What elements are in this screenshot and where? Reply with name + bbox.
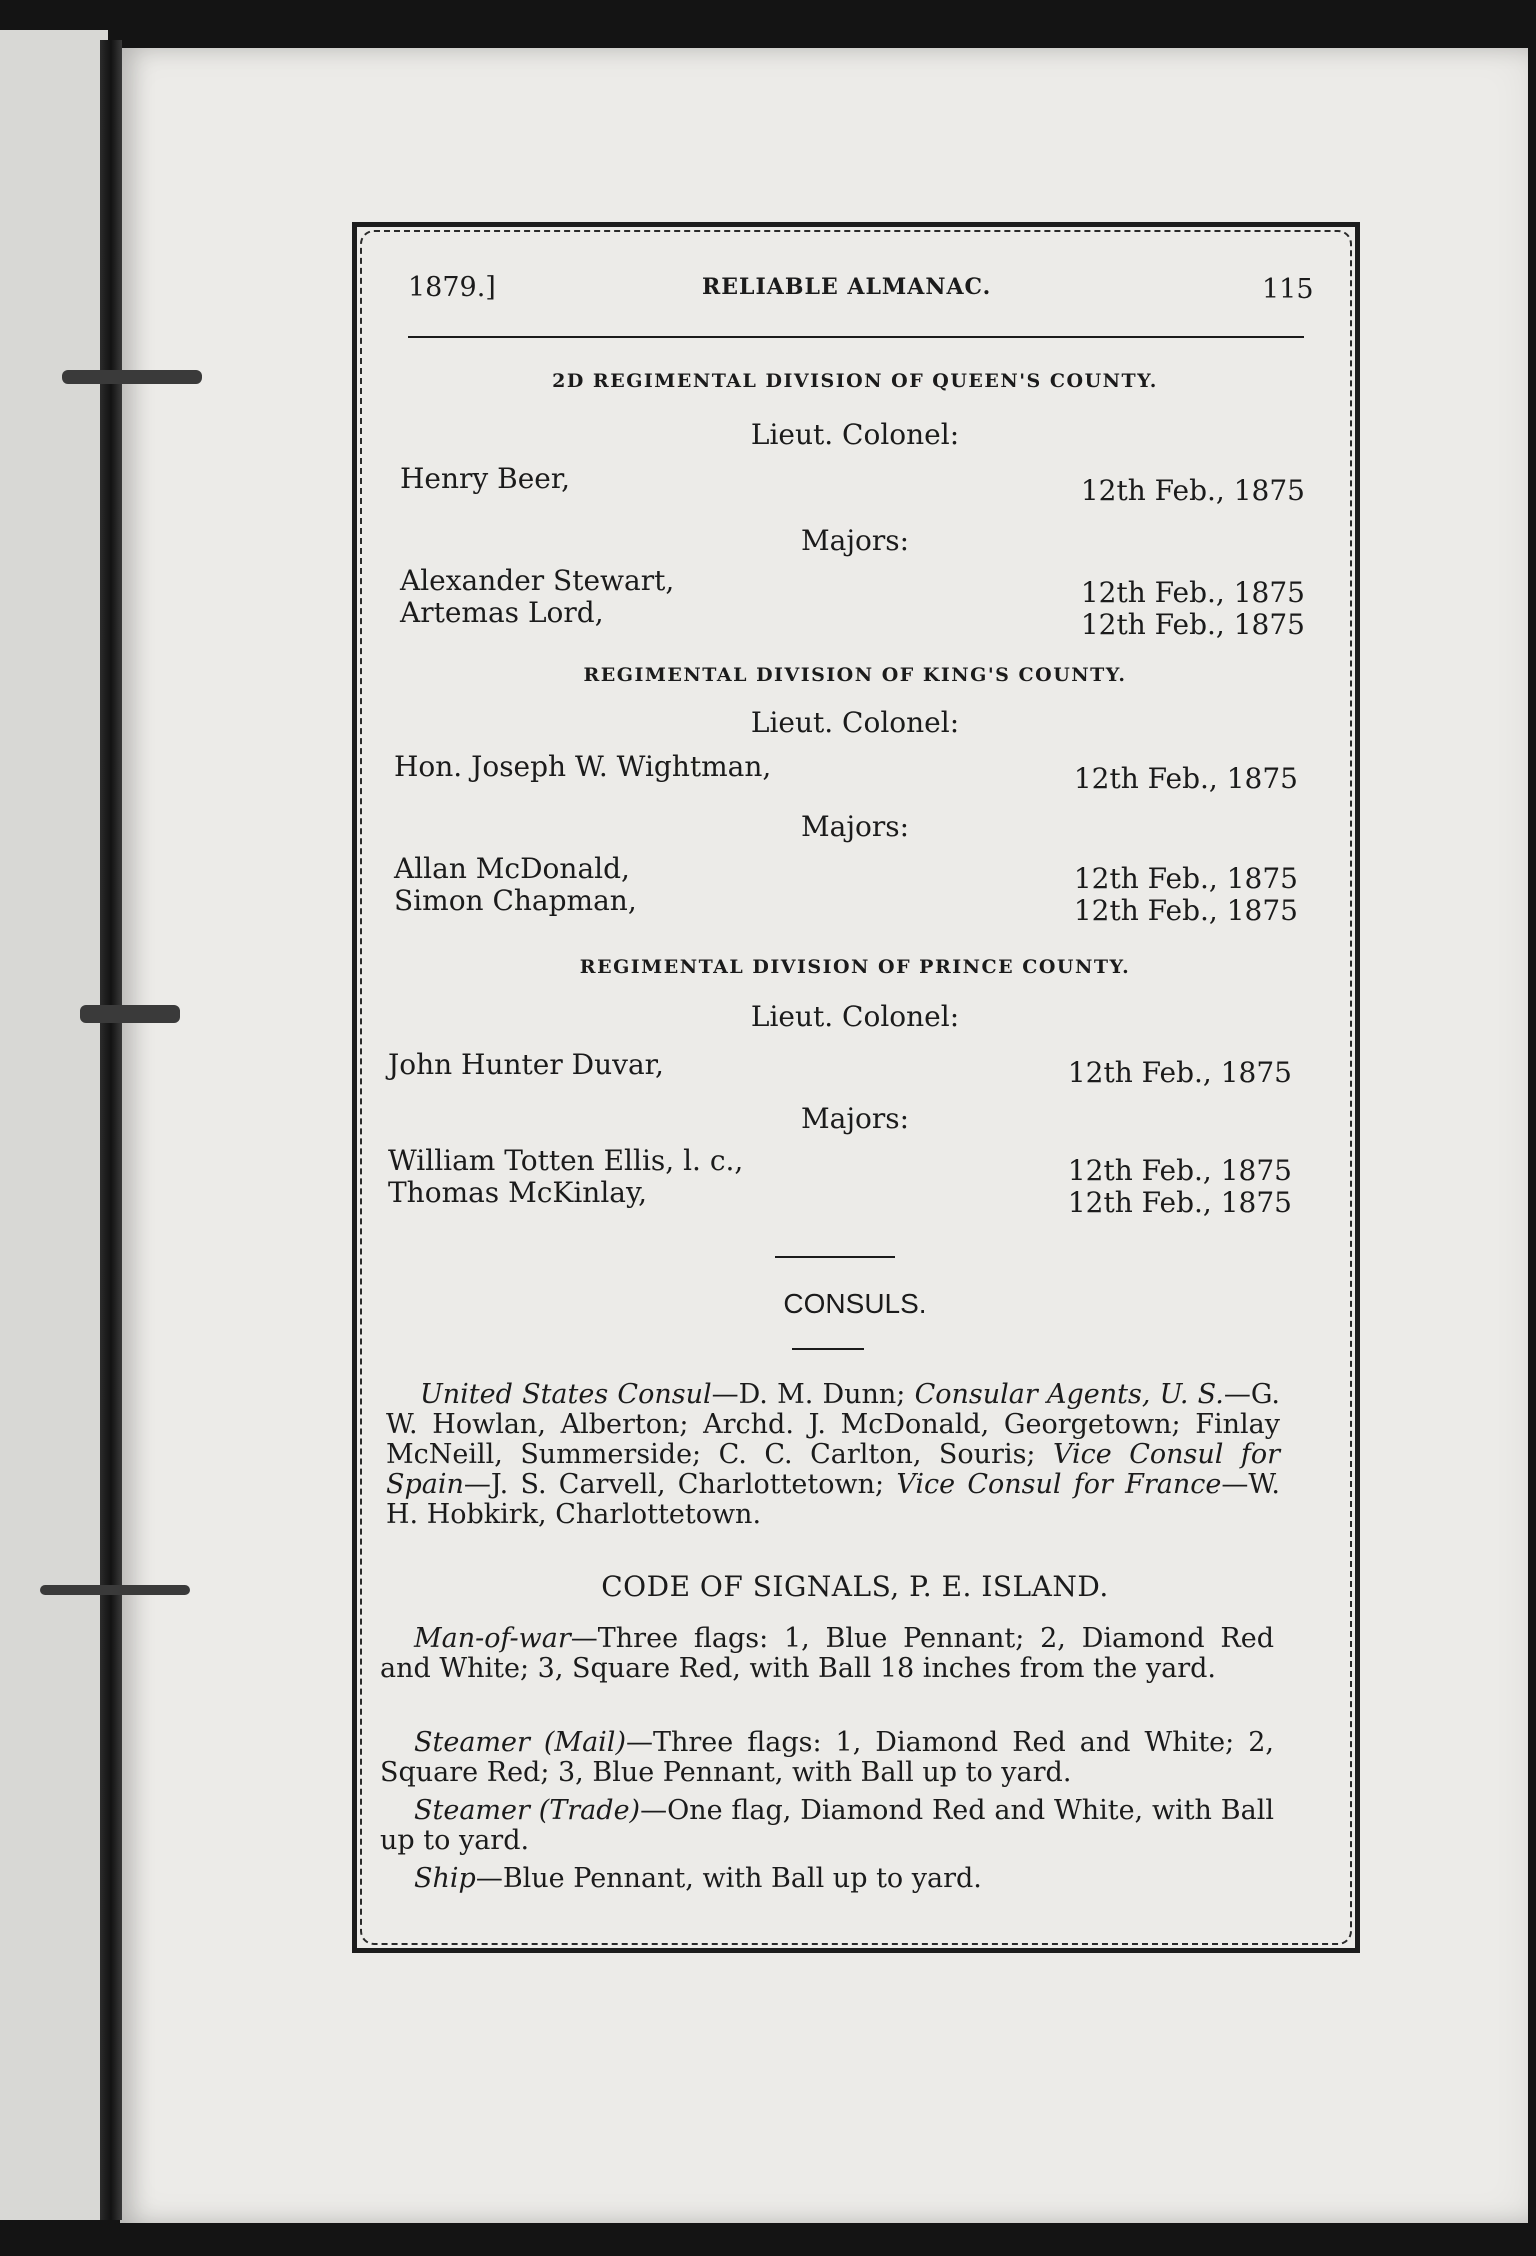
officer-name: Artemas Lord,: [400, 596, 604, 629]
officer-name: Hon. Joseph W. Wightman,: [394, 750, 772, 783]
consul-detail-text: —W. H. Hobkirk, Charlottetown.: [386, 1469, 1280, 1530]
signal-term: Steamer (Trade): [414, 1795, 641, 1826]
signal-term: Man-of-war: [414, 1623, 571, 1654]
commission-date: 12th Feb., 1875: [1080, 576, 1305, 609]
signals-title: CODE OF SIGNALS, P. E. ISLAND.: [601, 1570, 1109, 1603]
signal-description: —Blue Pennant, with Ball up to yard.: [475, 1863, 982, 1894]
rank-label: Lieut. Colonel:: [750, 418, 960, 451]
officer-name: Alexander Stewart,: [400, 564, 675, 597]
division-heading: 2D REGIMENTAL DIVISION OF QUEEN'S COUNTY.: [552, 370, 1158, 392]
signal-description: —One flag, Diamond Red and White, with Ball up to yard.: [380, 1795, 1274, 1856]
division-heading: REGIMENTAL DIVISION OF PRINCE COUNTY.: [579, 956, 1131, 978]
commission-date: 12th Feb., 1875: [1073, 894, 1298, 927]
rank-label: Lieut. Colonel:: [750, 1000, 960, 1033]
header-title: RELIABLE ALMANAC.: [702, 274, 992, 300]
signal-description: —Three flags: 1, Diamond Red and White; 2, Square Red; 3, Blue Pennant, with Ball up to yard.: [380, 1727, 1274, 1788]
header-rule: [408, 336, 1304, 338]
consuls-title: CONSULS.: [783, 1288, 927, 1319]
signal-term: Ship: [414, 1863, 476, 1894]
officer-name: Allan McDonald,: [394, 852, 630, 885]
binding-stitch: [80, 1005, 180, 1023]
consul-detail-text: —G. W. Howlan, Alberton; Archd. J. McDonald, Georgetown; Finlay McNeill, Summerside; C. C. Carlton, Souris;: [386, 1379, 1281, 1470]
signal-description: —Three flags: 1, Blue Pennant; 2, Diamond Red and White; 3, Square Red, with Ball 18 inches from the yard.: [380, 1623, 1274, 1684]
commission-date: 12th Feb., 1875: [1067, 1154, 1292, 1187]
rank-label: Majors:: [800, 810, 910, 843]
officer-name: Thomas McKinlay,: [388, 1176, 647, 1209]
page-content: [380, 240, 1330, 1940]
division-heading: REGIMENTAL DIVISION OF KING'S COUNTY.: [583, 664, 1127, 686]
facing-page-edge: [0, 30, 108, 2220]
rank-label: Majors:: [800, 524, 910, 557]
signal-entry: [380, 1864, 1274, 1894]
commission-date: 12th Feb., 1875: [1067, 1186, 1292, 1219]
section-rule: [775, 1256, 895, 1258]
commission-date: 12th Feb., 1875: [1073, 862, 1298, 895]
signal-entry: [380, 1728, 1274, 1788]
officer-name: Henry Beer,: [400, 462, 571, 495]
officer-name: Simon Chapman,: [394, 884, 637, 917]
rank-label: Majors:: [800, 1102, 910, 1135]
commission-date: 12th Feb., 1875: [1080, 474, 1305, 507]
consul-title-text: Consular Agents, U. S.: [914, 1379, 1224, 1410]
header-year: 1879.]: [408, 272, 496, 303]
officer-name: William Totten Ellis, l. c.,: [388, 1144, 744, 1177]
consul-title-text: Vice Consul for Spain: [386, 1439, 1281, 1500]
binding-stitch: [40, 1585, 190, 1595]
commission-date: 12th Feb., 1875: [1067, 1056, 1292, 1089]
book-spine: [100, 40, 122, 2220]
page-number: 115: [1262, 274, 1314, 305]
binding-stitch: [62, 370, 202, 384]
commission-date: 12th Feb., 1875: [1080, 608, 1305, 641]
signal-term: Steamer (Mail): [414, 1727, 626, 1758]
consul-title-text: United States Consul: [420, 1379, 712, 1410]
consul-title-text: Vice Consul for France: [896, 1469, 1222, 1500]
consul-detail-text: —J. S. Carvell, Charlottetown;: [463, 1469, 897, 1500]
signal-entry: [380, 1624, 1274, 1684]
rank-label: Lieut. Colonel:: [750, 706, 960, 739]
section-rule: [792, 1348, 864, 1350]
signal-entry: [380, 1796, 1274, 1856]
commission-date: 12th Feb., 1875: [1073, 762, 1298, 795]
officer-name: John Hunter Duvar,: [388, 1048, 664, 1081]
consuls-paragraph: [386, 1380, 1280, 1530]
consul-detail-text: —D. M. Dunn;: [711, 1379, 915, 1410]
